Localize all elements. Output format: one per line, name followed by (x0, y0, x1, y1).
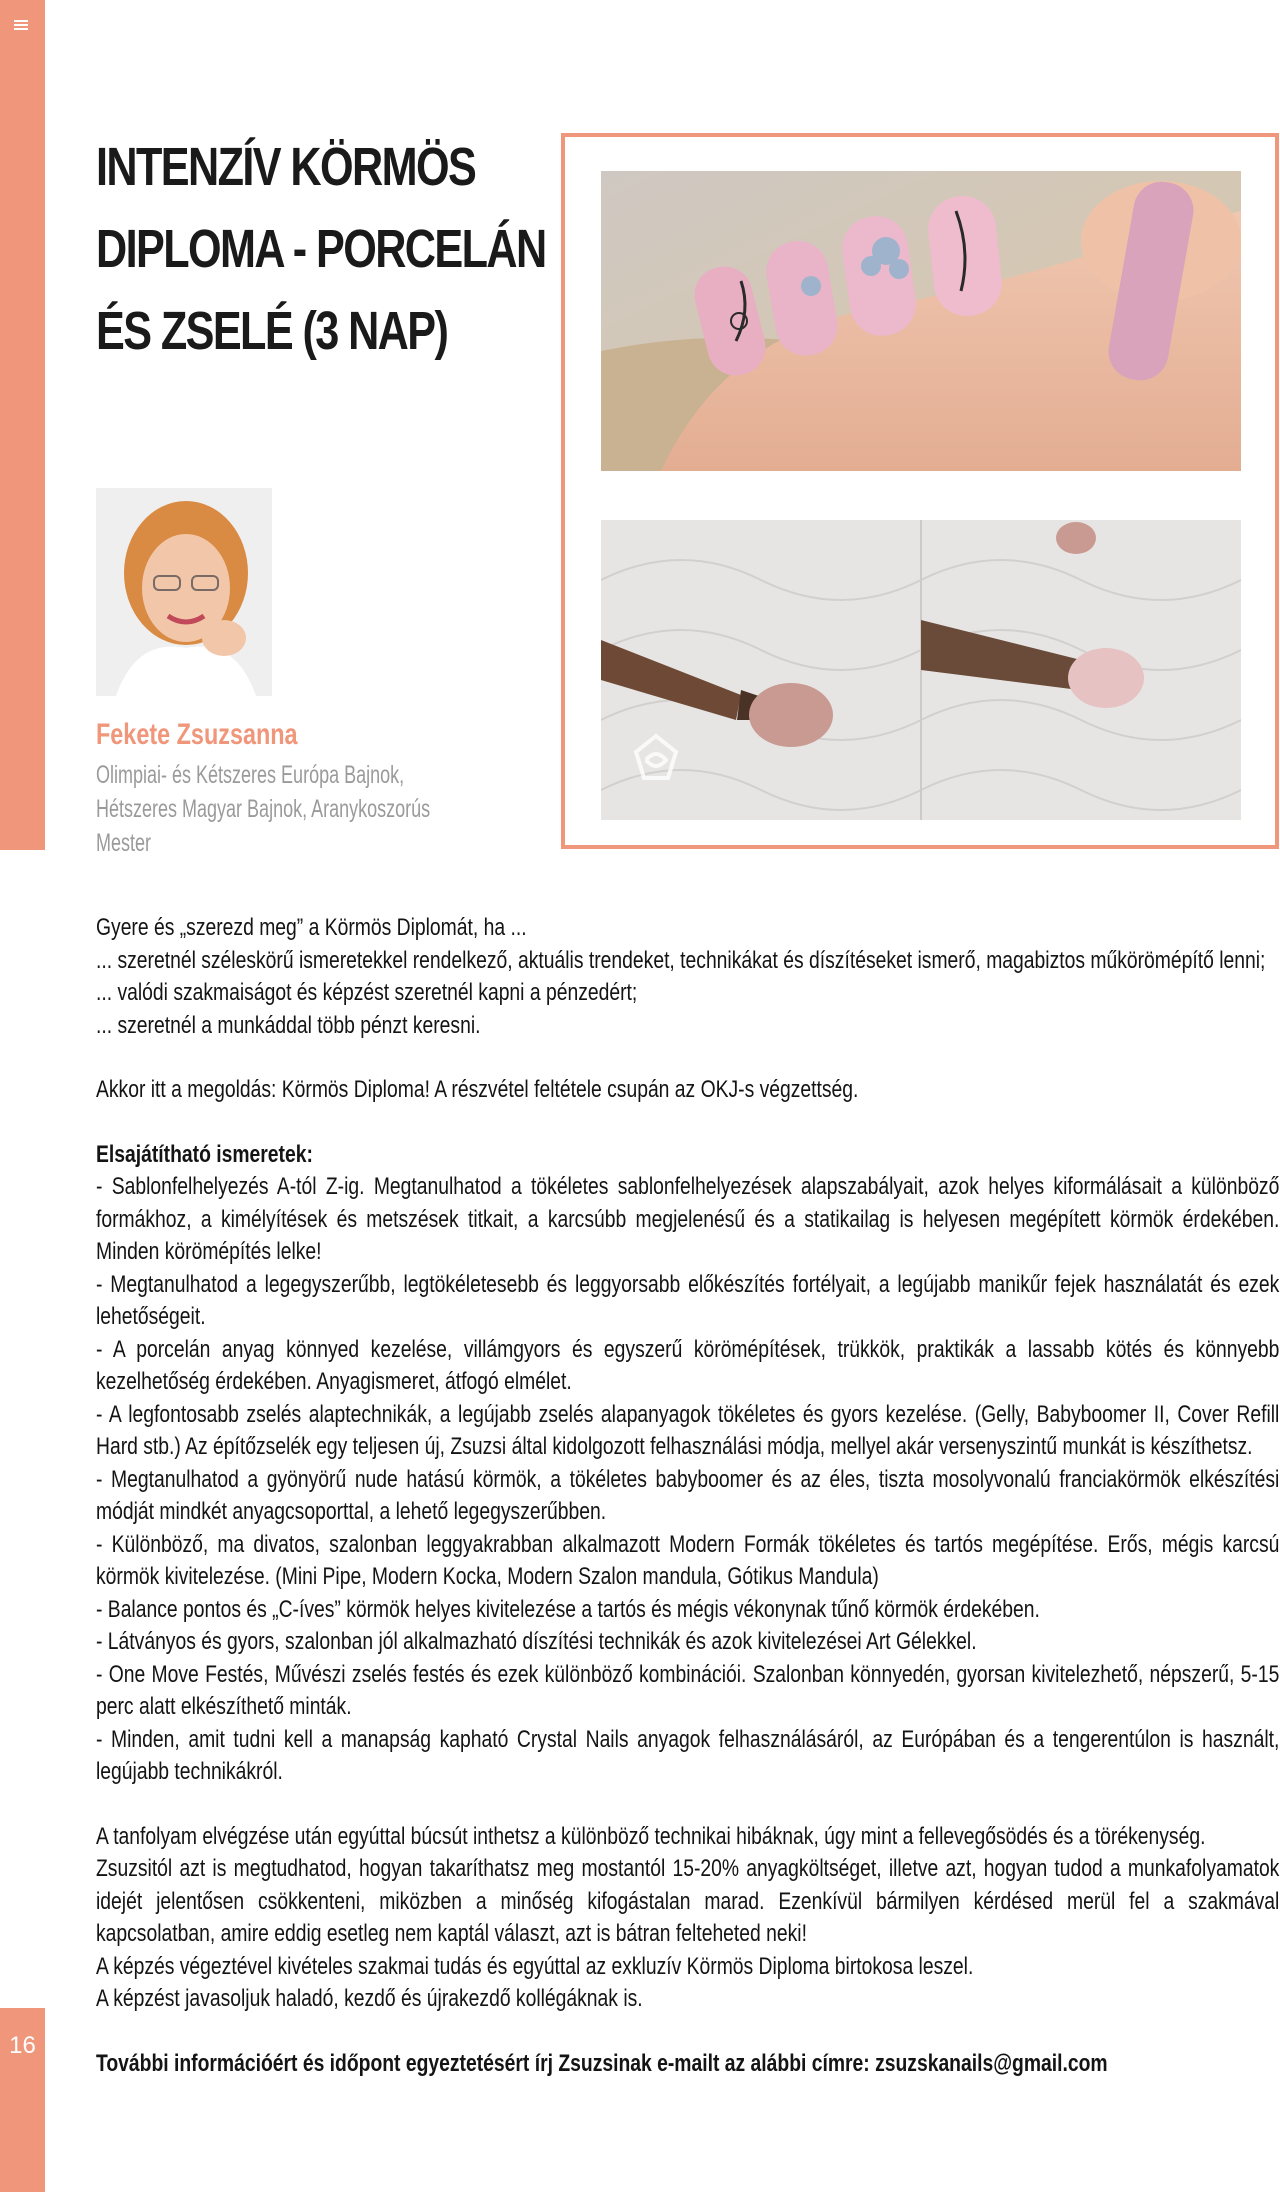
skill-item: - A porcelán anyag könnyed kezelése, villámgyors és egyszerű körömépítések, trükkök, praktikák a lassabb kötés és könnyebb kezelhetőség érdekében. Anyagismeret, átfogó elmélet. (96, 1335, 1280, 1395)
author-name: Fekete Zsuzsanna (96, 718, 298, 751)
author-portrait (96, 488, 272, 696)
intro-lead: Gyere és „szerezd meg” a Körmös Diplomát, ha ... (96, 914, 527, 941)
skill-item: - Megtanulhatod a gyönyörű nude hatású körmök, a tökéletes babyboomer és az éles, tiszta mosolyvonalú franciakörmök elkészítési módját mindkét anyagcsoporttal, a lehető legegyszerűbben. (96, 1465, 1280, 1525)
skill-item: - Megtanulhatod a legegyszerűbb, legtökéletesebb és leggyorsabb előkészítés fortélyait, a legújabb manikűr fejek használatát és ezek lehetőségeit. (96, 1270, 1280, 1330)
title-line: DIPLOMA - PORCELÁN (96, 219, 546, 279)
article-body (96, 912, 1280, 2080)
skill-item: - A legfontosabb zselés alaptechnikák, a legújabb zselés alapanyagok tökéletes és gyors kezelése. (Gelly, Babyboomer II, Cover Refill Hard stb.) Az építőzselék egy teljesen új, Zsuzsi által kidolgozott felhasználási módja, mellyel akár versenyszintű munkát is készíthetsz. (96, 1400, 1280, 1460)
closing-paragraph: A tanfolyam elvégzése után egyúttal búcsút inthetsz a különböző technikai hibáknak, úgy mint a fellevegősödés és a törékenység. (96, 1822, 1206, 1850)
skill-item: - Minden, amit tudni kell a manapság kapható Crystal Nails anyagok felhasználásáról, az Európában és a tengerentúlon is használt, legújabb technikákról. (96, 1725, 1280, 1785)
brush-photo (601, 520, 1241, 820)
closing-paragraph: A képzés végeztével kivételes szakmai tudás és egyúttal az exkluzív Körmös Diploma birtokosa leszel. (96, 1952, 974, 1980)
title-line: INTENZÍV KÖRMÖS (96, 137, 476, 197)
closing-paragraph: Zsuzsitól azt is megtudhatod, hogyan takaríthatsz meg mostantól 15-20% anyagköltséget, illetve azt, hogyan tudod a munkafolyamatok idejét jelentősen csökkenteni, miközben a minőség kifogástalan marad. Ezenkívül bármilyen kérdésed merül fel a szakmával kapcsolatban, amire eddig esetleg nem kaptál választ, azt is bátran felteheted neki! (96, 1855, 1280, 1947)
contact-line[interactable]: További információért és időpont egyeztetésért írj Zsuzsinak e-mailt az alábbi címre: zsuzskanails@gmail.com (96, 2049, 1108, 2077)
nail-art-photo (601, 171, 1241, 471)
skills-heading: Elsajátítható ismeretek: (96, 1140, 313, 1168)
author-description: Olimpiai- és Kétszeres Európa Bajnok, Hétszeres Magyar Bajnok, Aranykoszorús Mester (96, 761, 431, 857)
intro-solution: Akkor itt a megoldás: Körmös Diploma! A részvétel feltétele csupán az OKJ-s végzettség. (96, 1076, 859, 1103)
skill-item: - Különböző, ma divatos, szalonban leggyakrabban alkalmazott Modern Formák tökéletes és tartós megépítése. Erős, mégis karcsú körmök kivitelezése. (Mini Pipe, Modern Kocka, Modern Szalon mandula, Gótikus Mandula) (96, 1530, 1280, 1590)
skill-item: - Balance pontos és „C-íves” körmök helyes kivitelezése a tartós és mégis vékonynak tűnő körmök érdekében. (96, 1595, 1040, 1623)
skill-item: - One Move Festés, Művészi zselés festés és ezek különböző kombinációi. Szalonban könnyedén, gyorsan kivitelezhető, népszerű, 5-15 perc alatt elkészíthető minták. (96, 1660, 1280, 1720)
menu-icon[interactable] (14, 20, 28, 30)
title-line: ÉS ZSELÉ (3 NAP) (96, 301, 448, 361)
closing-paragraph: A képzést javasoljuk haladó, kezdő és újrakezdő kollégáknak is. (96, 1985, 643, 2012)
skill-item: - Látványos és gyors, szalonban jól alkalmazható díszítési technikák és azok kivitelezései Art Gélekkel. (96, 1628, 977, 1655)
page-title (96, 126, 546, 372)
side-accent-bar-bottom (0, 2008, 45, 2192)
skill-item: - Sablonfelhelyezés A-tól Z-ig. Megtanulhatod a tökéletes sablonfelhelyezések alapszabályait, azok helyes kiformálásait a különböző formákhoz, a kimélyítések és metszések titkait, a karcsúbb megjelenésű és a statikailag is helyesen megépített körmök érdekében. Minden körömépítés lelke! (96, 1173, 1280, 1265)
side-accent-bar-top (0, 0, 45, 850)
intro-item: ... szeretnél széleskörű ismeretekkel rendelkező, aktuális trendeket, technikákat és díszítéseket ismerő, magabiztos műkörömépítő lenni; (96, 946, 1266, 974)
intro-item: ... valódi szakmaiságot és képzést szeretnél kapni a pénzedért; (96, 979, 638, 1006)
page-number: 16 (9, 2032, 36, 2059)
intro-item: ... szeretnél a munkáddal több pénzt keresni. (96, 1011, 481, 1039)
